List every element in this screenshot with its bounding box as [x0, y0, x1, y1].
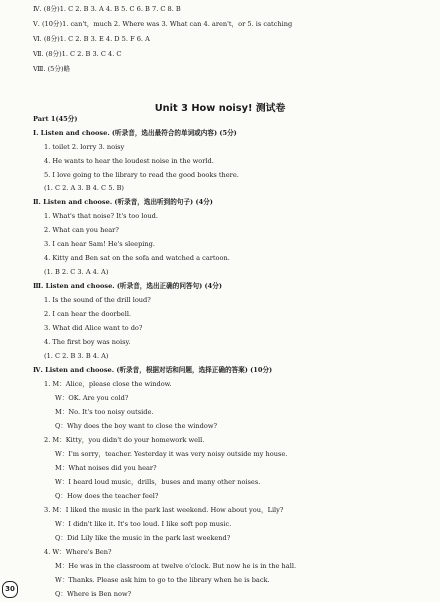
dialogue-line: W：Thanks. Please ask him to go to the library when he is back.	[55, 576, 270, 584]
section-3-item: 4. The first boy was noisy.	[44, 338, 131, 346]
section-1-heading: Ⅰ. Listen and choose. (听录音，选出最符合的单词或内容) (5分)	[33, 129, 237, 137]
section-1-answers: (1. C 2. A 3. B 4. C 5. B)	[44, 184, 125, 192]
dialogue-line: W：I'm sorry，teacher. Yesterday it was very noisy outside my house.	[55, 450, 288, 458]
dialogue-line: M：He was in the classroom at twelve o'clock. But now he is in the hall.	[55, 562, 297, 570]
answer-line-8: Ⅷ. (5分)略	[33, 65, 71, 73]
answer-line-5: Ⅴ. (10分)1. can't，much 2. Where was 3. What can 4. aren't，or 5. is catching	[33, 20, 293, 28]
answer-line-4: Ⅳ. (8分)1. C 2. B 3. A 4. B 5. C 6. B 7. C 8. B	[33, 5, 181, 13]
section-3-answers: (1. C 2. B 3. B 4. A)	[44, 352, 109, 360]
section-2-heading: Ⅱ. Listen and choose. (听录音，选出听到的句子) (4分)	[33, 198, 213, 206]
section-2-item: 3. I can hear Sam! He's sleeping.	[44, 240, 155, 248]
answer-line-6: Ⅵ. (8分)1. C 2. B 3. E 4. D 5. F 6. A	[33, 35, 150, 43]
dialogue-line: W：OK. Are you cold?	[55, 394, 129, 402]
section-2-answers: (1. B 2. C 3. A 4. A)	[44, 268, 109, 276]
dialogue-question: Q：Did Lily like the music in the park last weekend?	[55, 534, 231, 542]
dialogue-line: M：No. It's too noisy outside.	[55, 408, 154, 416]
section-4-heading: Ⅳ. Listen and choose. (听录音，根据对话和问题，选择正确的答案) (10分)	[33, 366, 273, 374]
unit-title: Unit 3 How noisy! 测试卷	[154, 103, 286, 114]
dialogue-line: 4. W：Where's Ben?	[44, 548, 112, 556]
dialogue-question: Q：Where is Ben now?	[55, 590, 132, 598]
dialogue-line: W：I heard loud music，drills，buses and many other noises.	[55, 478, 261, 486]
page-number: 30	[2, 581, 18, 598]
dialogue-line: M：What noises did you hear?	[55, 464, 157, 472]
dialogue-line: W：I didn't like it. It's too loud. I like soft pop music.	[55, 520, 232, 528]
section-3-item: 2. I can hear the doorbell.	[44, 310, 132, 318]
dialogue-question: Q：How does the teacher feel?	[55, 492, 159, 500]
section-1-item: 1. toilet 2. lorry 3. noisy	[44, 143, 125, 151]
part-heading: Part 1(45分)	[33, 115, 78, 123]
section-1-item: 4. He wants to hear the loudest noise in the world.	[44, 157, 214, 165]
dialogue-question: Q：Why does the boy want to close the window?	[55, 422, 218, 430]
section-2-item: 1. What's that noise? It's too loud.	[44, 212, 158, 220]
section-3-item: 3. What did Alice want to do?	[44, 324, 143, 332]
dialogue-line: 3. M：I liked the music in the park last weekend. How about you，Lily?	[44, 506, 284, 514]
dialogue-line: 2. M：Kitty，you didn't do your homework well.	[44, 436, 205, 444]
section-3-item: 1. Is the sound of the drill loud?	[44, 296, 151, 304]
answer-line-7: Ⅶ. (8分)1. C 2. B 3. C 4. C	[33, 50, 122, 58]
section-3-heading: Ⅲ. Listen and choose. (听录音，选出正确的问答句) (4分)	[33, 282, 222, 290]
dialogue-line: 1. M：Alice，please close the window.	[44, 380, 172, 388]
section-2-item: 2. What can you hear?	[44, 226, 119, 234]
section-2-item: 4. Kitty and Ben sat on the sofa and watched a cartoon.	[44, 254, 230, 262]
section-1-item: 5. I love going to the library to read the good books there.	[44, 171, 239, 179]
